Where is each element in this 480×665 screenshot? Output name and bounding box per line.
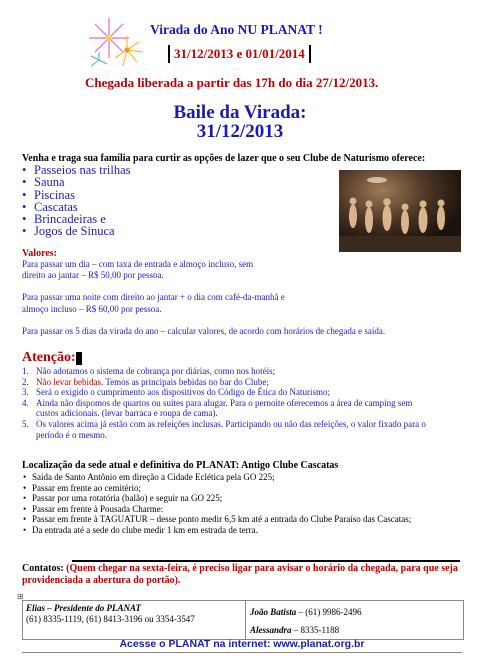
contact-elias [26, 603, 195, 625]
valores-title: Valores: [22, 248, 57, 259]
website-link[interactable]: Acesse o PLANAT na internet: www.planat.org.br [22, 638, 462, 653]
valores-day-1: Para passar um dia – com taxa de entrada e almoço incluso, sem [22, 259, 254, 269]
valores-five-days: Para passar os 5 dias da virada do ano – calcular valores, de acordo com horários de chegada e saída. [22, 326, 386, 336]
list-item: • Da entrada até a sede do clube medir 1 km em estrada de terra. [22, 525, 442, 536]
list-item: • Saída de Santo Antônio em direção a Cidade Eclética pela GO 225; [22, 472, 442, 483]
baile-date: 31/12/2013 [196, 121, 284, 142]
valores-night-1: Para passar uma noite com direito ao jantar + o dia com café-da-manhã e [22, 292, 285, 302]
atencao-list [22, 366, 436, 440]
contacts-label: Contatos: [22, 563, 64, 574]
contact-phone: – (61) 9986-2496 [296, 607, 362, 617]
baile-title: Baile da Virada: [173, 102, 307, 123]
list-item: • Brincadeiras e [22, 213, 131, 225]
list-item: • Piscinas [22, 189, 131, 201]
table-move-handle-icon[interactable]: ⊞ [17, 592, 24, 601]
directions-list [22, 472, 442, 536]
list-item: 3. Será o exigido o cumprimento aos dispositivos do Código de Ética do Naturismo; [22, 387, 330, 398]
list-item: 5. Os valores acima já estão com as refeições inclusas. Participando ou não das refeições, o valor fixado para o período é o mesmo. [22, 418, 426, 440]
contact-phone: – 8335-1188 [291, 625, 340, 635]
contact-name: Alessandra [250, 625, 292, 635]
list-item: • Cascatas [22, 201, 131, 213]
list-item: 1. Não adotamos o sistema de cobrança por diárias, como nos hotéis; [22, 366, 276, 376]
event-title: Virada do Ano NU PLANAT ! [150, 22, 323, 37]
baile-heading [0, 103, 480, 141]
party-photo [339, 170, 461, 252]
list-item: 2. Não levar bebidas. Temos as principais bebidas no bar do Clube; [22, 376, 269, 387]
contact-name: Elias – Presidente do PLANAT [26, 603, 142, 613]
valores-day-2: direito ao jantar – R$ 50,00 por pessoa. [22, 270, 164, 280]
intro-text: Venha e traga sua família para curtir as opções de lazer que o seu Clube de Naturismo oferece: [22, 153, 426, 164]
list-item: • Passeios nas trilhas [22, 164, 131, 176]
event-dates: 31/12/2013 e 01/01/2014 [168, 45, 311, 63]
valores-night-2: almoço incluso – R$ 60,00 por pessoa. [22, 304, 162, 314]
list-item: 4. Ainda não dispomos de quartos ou suítes para alugar. Para o pernoite oferecemos a área de camping sem custos adicionais. (levar barraca e roupa de cama). [22, 397, 413, 419]
contacts-text: (Quem chegar na sexta-feira, é preciso ligar para avisar o horário da chegada, para que seja providenciada a abertura do portão). [22, 563, 458, 586]
list-item: • Passar em frente à Pousada Charme: [22, 504, 442, 515]
table-divider [245, 601, 246, 639]
divider [72, 560, 460, 562]
arrival-notice: Chegada liberada a partir das 17h do dia 27/12/2013. [85, 75, 379, 90]
list-item: • Jogos de Sinuca [22, 225, 131, 237]
fireworks-illustration [85, 14, 147, 72]
contacts-table [22, 600, 464, 640]
activities-list [22, 164, 131, 238]
contact-others [250, 603, 362, 639]
list-item: • Passar por uma rotatória (balão) e seguir na GO 225; [22, 493, 442, 504]
list-item: • Sauna [22, 176, 131, 188]
location-title: Localização da sede atual e definitiva do PLANAT: Antigo Clube Cascatas [22, 460, 339, 471]
list-item: • Passar em frente ao cemitério; [22, 483, 442, 494]
atencao-title: Atenção: [22, 350, 76, 365]
atencao-marker [76, 352, 82, 365]
list-item: • Passar em frente à TAGUATUR – desse ponto medir 6,5 km até a entrada do Clube Paraíso das Cascatas; [22, 514, 442, 525]
contact-phones: (61) 8335-1119, (61) 8413-3196 ou 3354-3547 [26, 614, 195, 624]
contacts-note [22, 563, 462, 586]
contact-name: João Batista [250, 607, 297, 617]
